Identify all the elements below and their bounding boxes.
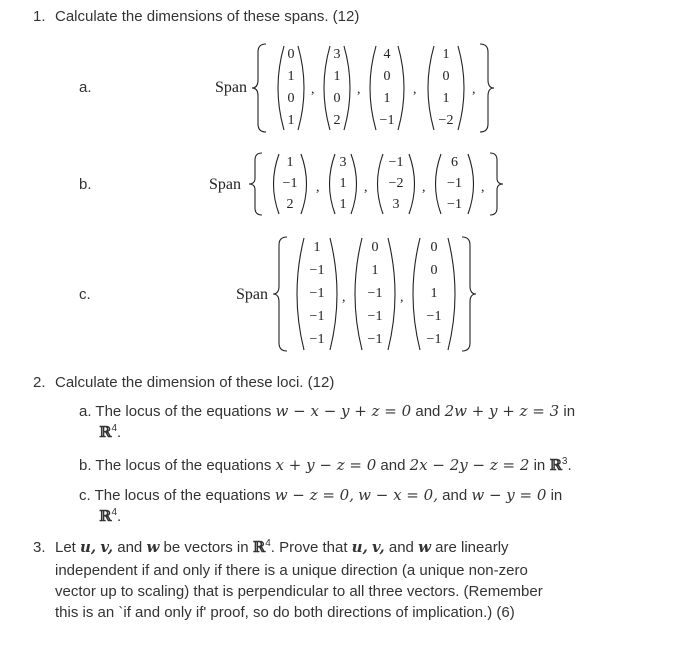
q2b-space: ℝ [549, 456, 562, 474]
part-b-v1-entry: 1 [286, 154, 294, 170]
part-c-right-brace [462, 237, 476, 351]
q3-and2: and [388, 539, 414, 556]
part-b-label: b. [79, 176, 92, 193]
q3-v2: v, [371, 538, 385, 556]
part-c-vector-1 [302, 236, 332, 352]
q3-lead: Let [55, 539, 76, 556]
part-b-comma: , [422, 180, 426, 195]
part-b-v1-entry: 2 [286, 197, 294, 213]
part-b-comma: , [316, 180, 320, 195]
part-c-v1-entry: −1 [309, 332, 325, 348]
part-a-v2-entry: 1 [333, 69, 341, 84]
q3-u2: u, [351, 538, 368, 556]
q2c-and: and [442, 487, 468, 504]
question-2c [79, 485, 639, 529]
part-a-v3-entry: 4 [383, 47, 391, 62]
q2a-end: . [117, 424, 122, 441]
q2c-eq3: w − y = 0 [471, 486, 547, 504]
part-c-vector-2 [360, 236, 390, 352]
q2b-in: in [533, 457, 546, 474]
question-2b [79, 455, 649, 478]
q2b-label: b. [79, 457, 92, 474]
part-a-v1-entry: 0 [287, 47, 295, 62]
part-b-v3-entry: −1 [388, 154, 404, 170]
q3-power: 4 [265, 538, 271, 549]
part-c-v3-entry: 0 [430, 262, 438, 278]
part-b-v4-entry: 6 [451, 154, 458, 170]
q2c-eq2: w − x = 0, [358, 486, 438, 504]
part-c-comma: , [342, 290, 346, 305]
q2b-intro: The locus of the equations [95, 457, 272, 474]
part-a-v4-entry: 0 [442, 69, 450, 84]
part-c-v2-entry: 0 [371, 239, 379, 255]
q3-and: and [117, 539, 143, 556]
part-c-vector-3 [418, 236, 450, 352]
q3-line2: independent if and only if there is a unique direction (a unique non-zero [55, 562, 528, 579]
part-a-label: a. [79, 79, 92, 96]
part-b-v2-entry: 1 [339, 175, 347, 191]
part-b-v3-entry: 3 [392, 197, 400, 213]
q2a-power: 4 [111, 423, 118, 434]
part-a-comma: , [311, 82, 315, 97]
part-a-v1-entry: 1 [287, 69, 295, 84]
part-c-label: c. [79, 286, 91, 303]
q2b-eq2: 2x − 2y − z = 2 [409, 456, 530, 474]
q2c-intro: The locus of the equations [94, 487, 271, 504]
question-2-text: Calculate the dimension of these loci. (12) [55, 374, 335, 391]
q3-prove: . Prove that [270, 539, 348, 556]
part-a-v4-entry: 1 [442, 47, 450, 62]
q2c-in: in [550, 487, 563, 504]
question-1-text: Calculate the dimensions of these spans. (12) [55, 8, 360, 25]
part-a-v3-entry: 1 [383, 91, 391, 106]
q3-are-lin: are linearly [435, 539, 509, 556]
part-a-v1-entry: 0 [287, 91, 295, 106]
part-c-v3-entry: −1 [426, 332, 442, 348]
part-c-v1-entry: −1 [309, 262, 325, 278]
question-3 [33, 537, 663, 623]
q3-line3: vector up to scaling) that is perpendicular to all three vectors. (Remember [55, 583, 543, 600]
part-c-comma: , [400, 290, 404, 305]
q2a-eq2: 2w + y + z = 3 [444, 402, 560, 420]
part-c-v3-entry: −1 [426, 309, 442, 325]
q2b-end: . [567, 457, 572, 474]
question-2a [79, 401, 639, 445]
part-b-v3-entry: −2 [388, 175, 404, 191]
part-a-v3-entry: 0 [383, 69, 391, 84]
part-c-v3-entry: 0 [430, 239, 438, 255]
part-a-v1-entry: 1 [287, 113, 295, 128]
q3-w2: w [418, 538, 431, 556]
part-c-v1-entry: −1 [309, 309, 325, 325]
part-c-v2-entry: −1 [367, 332, 383, 348]
part-b-v2-entry: 3 [339, 154, 347, 170]
part-a-v2-entry: 3 [333, 47, 341, 62]
part-a-v3-entry: −1 [379, 113, 395, 128]
question-2 [33, 374, 334, 391]
q2a-and: and [415, 403, 441, 420]
q2b-power: 3 [561, 456, 568, 467]
q2b-and: and [380, 457, 406, 474]
part-a-v2-entry: 2 [333, 113, 341, 128]
question-3-number: 3. [33, 539, 46, 556]
q2a-eq1: w − x − y + z = 0 [275, 402, 412, 420]
part-b-comma: , [481, 180, 485, 195]
q2c-label: c. [79, 487, 91, 504]
part-b-span-word: Span [209, 176, 241, 193]
part-c-left-brace [273, 237, 287, 351]
q2a-intro: The locus of the equations [95, 403, 272, 420]
part-a-span-word: Span [215, 79, 247, 96]
part-b-v1-entry: −1 [282, 175, 298, 191]
q2b-eq1: x + y − z = 0 [275, 456, 377, 474]
part-a-v4-entry: 1 [442, 91, 450, 106]
q3-be-vectors: be vectors in [163, 539, 249, 556]
part-b-v4-entry: −1 [447, 197, 462, 213]
part-c-v2-entry: −1 [367, 309, 383, 325]
part-a-v2-entry: 0 [333, 91, 341, 106]
q2a-label: a. [79, 403, 92, 420]
q3-w: w [146, 538, 160, 556]
q3-line4: this is an `if and only if' proof, so do both directions of implication.) (6) [55, 604, 515, 621]
q3-u: u, [80, 538, 97, 556]
part-c-v1-entry: 1 [313, 239, 321, 255]
q2c-space: ℝ [99, 507, 112, 525]
part-b-v4-entry: −1 [447, 175, 462, 191]
part-c-span-word: Span [236, 286, 268, 303]
q2a-space: ℝ [99, 423, 112, 441]
part-a-comma: , [472, 82, 476, 97]
part-a-comma: , [413, 82, 417, 97]
part-a-v4-entry: −2 [438, 113, 454, 128]
question-2-number: 2. [33, 374, 46, 391]
part-c-v3-entry: 1 [430, 285, 438, 301]
part-c-v2-entry: −1 [367, 285, 383, 301]
q2c-eq1: w − z = 0, [274, 486, 354, 504]
q2c-power: 4 [111, 507, 118, 518]
question-1-number: 1. [33, 8, 46, 25]
part-a-comma: , [357, 82, 361, 97]
q3-v: v, [100, 538, 114, 556]
q3-space: ℝ [252, 538, 266, 556]
part-b-comma: , [364, 180, 368, 195]
part-c-v1-entry: −1 [309, 285, 325, 301]
part-b-v2-entry: 1 [339, 197, 347, 213]
q2a-in: in [563, 403, 576, 420]
q2c-end: . [117, 508, 122, 525]
part-c-v2-entry: 1 [371, 262, 379, 278]
